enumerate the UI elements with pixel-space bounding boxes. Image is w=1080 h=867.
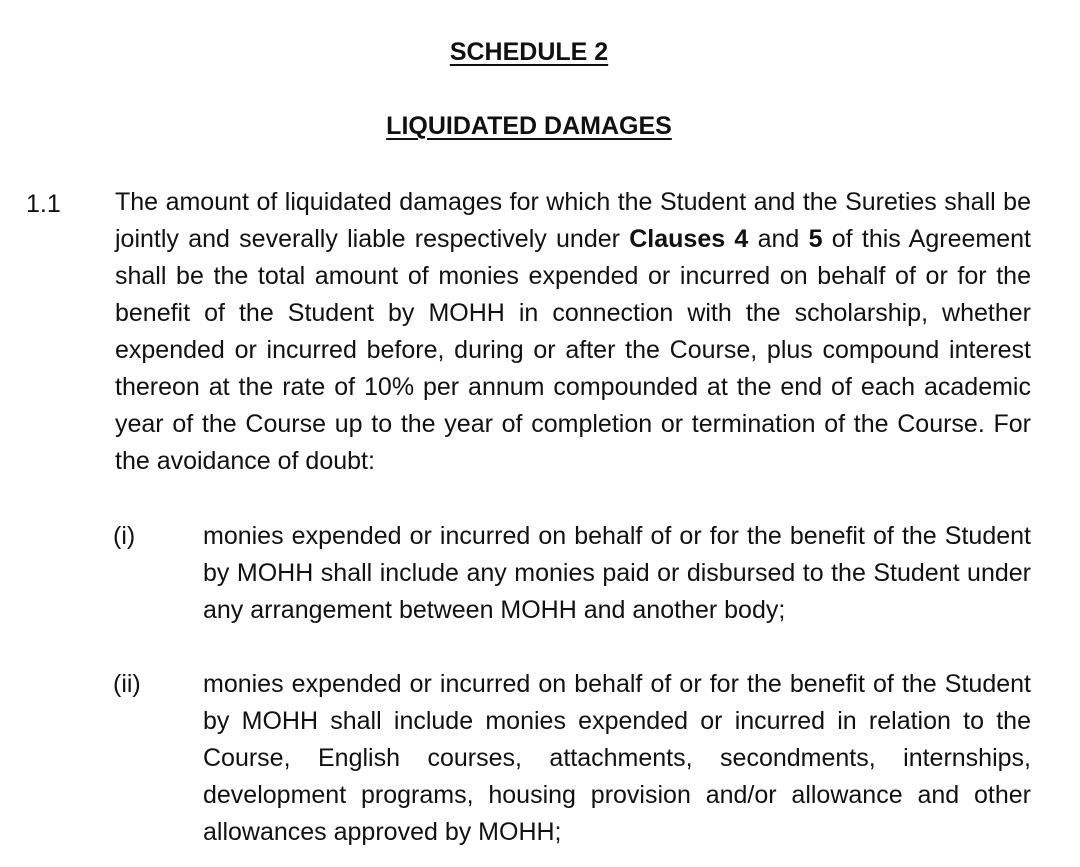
clause-text-2: and [748, 225, 809, 253]
clause-reference-4: Clauses 4 [629, 225, 749, 253]
schedule-title: SCHEDULE 2 [449, 38, 609, 66]
subclause-paragraph: monies expended or incurred on behalf of or for the benefit of the Student by MOHH shall include monies expended or incurred in relation to the Course, English courses, attachments, secondments, internships, development programs, housing provision and/or allowance and other allowances approved by MOHH; [203, 670, 1031, 846]
clause-text-1: The amount of liquidated damages for which the Student and the Sureties shall be jointly and severally liable respectively under [115, 188, 1031, 253]
subclause-number: (i) [113, 522, 136, 550]
clause-reference-5: 5 [808, 225, 823, 253]
subclause-paragraph: monies expended or incurred on behalf of or for the benefit of the Student by MOHH shall include any monies paid or disbursed to the Student under any arrangement between MOHH and another body; [203, 522, 1031, 624]
clause-paragraph [115, 184, 1031, 480]
clause-number: 1.1 [26, 190, 61, 218]
section-title: LIQUIDATED DAMAGES [386, 112, 672, 140]
clause-text-3: of this Agreement shall be the total amount of monies expended or incurred on behalf of or for the benefit of the Student by MOHH in connection with the scholarship, whether expended or incurred before, during or after the Course, plus compound interest thereon at the rate of 10% per annum compounded at the end of each academic year of the Course up to the year of completion or termination of the Course. For the avoidance of doubt: [115, 225, 1031, 475]
subclause-number: (ii) [113, 670, 141, 698]
